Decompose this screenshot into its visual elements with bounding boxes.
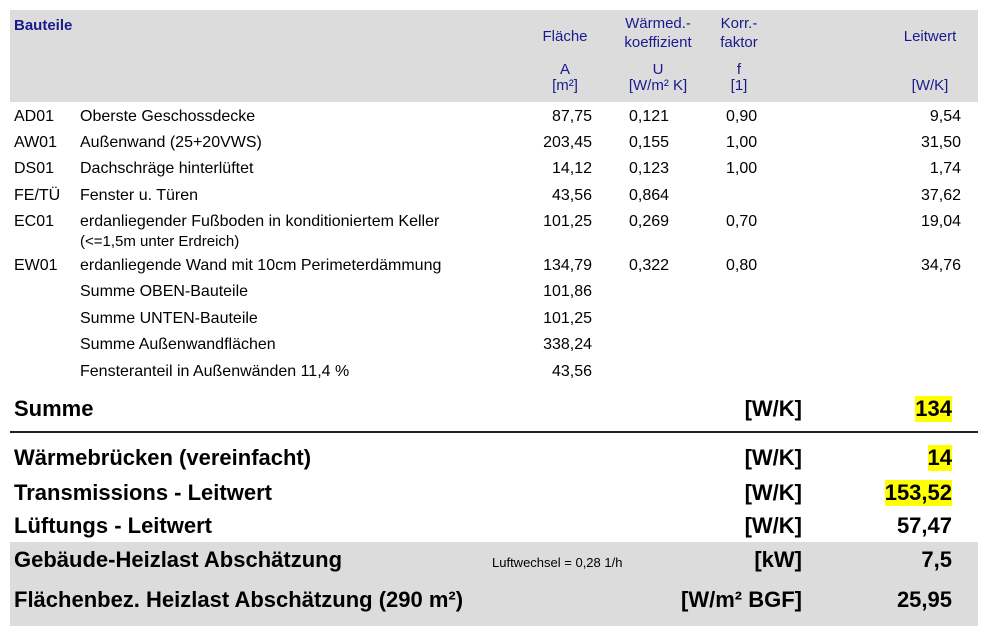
flaechenbez-label: Flächenbez. Heizlast Abschätzung (290 m²)	[14, 587, 464, 612]
sum-name: Summe OBEN-Bauteile	[80, 283, 249, 300]
row-area: 203,45	[543, 134, 592, 151]
waermebruecken-value: 14	[927, 445, 952, 470]
row-area: 43,56	[551, 187, 592, 204]
row-code: AD01	[14, 108, 55, 125]
row-f-factor: 0,90	[726, 108, 758, 125]
row-name: Dachschräge hinterlüftet	[80, 160, 254, 177]
flaechenbez-value: 25,95	[896, 587, 952, 612]
row-name: erdanliegender Fußboden in konditioniertem Keller	[80, 213, 440, 230]
transmission-value: 153,52	[884, 480, 952, 505]
sum-name: Fensteranteil in Außenwänden 11,4 %	[80, 363, 350, 380]
summe-label: Summe	[14, 396, 94, 421]
header-korr-line1: Korr.-	[720, 15, 758, 32]
row-code: EW01	[14, 257, 58, 274]
heizlast-label: Gebäude-Heizlast Abschätzung	[14, 547, 343, 572]
row-code: DS01	[14, 160, 55, 177]
header-waermed-unit: [W/m² K]	[628, 77, 688, 94]
header-korr-line2: faktor	[720, 34, 758, 51]
header-leitwert: Leitwert	[903, 28, 957, 45]
lueftung-label: Lüftungs - Leitwert	[14, 513, 212, 538]
sum-area: 101,86	[543, 283, 592, 300]
header-bauteile: Bauteile	[14, 17, 73, 34]
header-korr-unit: [1]	[730, 77, 748, 94]
transmission-label: Transmissions - Leitwert	[14, 480, 272, 505]
row-leitwert: 31,50	[920, 134, 961, 151]
row-u-value: 0,269	[629, 213, 670, 230]
luftwechsel-note: Luftwechsel = 0,28 1/h	[492, 555, 623, 570]
row-leitwert: 1,74	[929, 160, 961, 177]
row-leitwert: 34,76	[920, 257, 961, 274]
table-header	[10, 10, 978, 102]
sum-name: Summe UNTEN-Bauteile	[80, 310, 258, 327]
row-f-factor: 0,80	[726, 257, 758, 274]
row-name-continuation: (<=1,5m unter Erdreich)	[80, 233, 240, 250]
sum-area: 101,25	[543, 310, 592, 327]
divider	[10, 431, 978, 433]
row-leitwert: 9,54	[929, 108, 961, 125]
row-f-factor: 0,70	[726, 213, 758, 230]
header-flaeche-unit: [m²]	[552, 77, 578, 94]
row-area: 14,12	[551, 160, 592, 177]
row-u-value: 0,322	[629, 257, 670, 274]
row-area: 87,75	[551, 108, 592, 125]
sum-area: 43,56	[551, 363, 592, 380]
row-u-value: 0,123	[629, 160, 670, 177]
row-name: erdanliegende Wand mit 10cm Perimeterdämmung	[80, 257, 442, 274]
row-code: EC01	[14, 213, 55, 230]
row-area: 134,79	[543, 257, 592, 274]
row-name: Außenwand (25+20VWS)	[80, 134, 262, 151]
header-flaeche: Fläche	[542, 28, 588, 45]
row-code: FE/TÜ	[14, 187, 61, 204]
row-f-factor: 1,00	[726, 134, 758, 151]
row-u-value: 0,864	[629, 187, 670, 204]
header-flaeche-symbol: A	[559, 61, 570, 78]
header-waermed-line1: Wärmed.-	[625, 15, 691, 32]
row-f-factor: 1,00	[726, 160, 758, 177]
flaechenbez-unit: [W/m² BGF]	[681, 587, 802, 612]
heizlast-value: 7,5	[921, 547, 952, 572]
sum-name: Summe Außenwandflächen	[80, 336, 276, 353]
waermebruecken-label: Wärmebrücken (vereinfacht)	[14, 445, 312, 470]
row-leitwert: 37,62	[920, 187, 961, 204]
row-u-value: 0,155	[629, 134, 670, 151]
row-name: Fenster u. Türen	[80, 187, 198, 204]
row-u-value: 0,121	[629, 108, 670, 125]
sum-area: 338,24	[543, 336, 592, 353]
lueftung-value: 57,47	[896, 513, 952, 538]
summe-value: 134	[915, 396, 952, 421]
summe-unit: [W/K]	[744, 396, 802, 421]
row-area: 101,25	[543, 213, 592, 230]
header-korr-symbol: f	[736, 61, 742, 78]
header-leitwert-unit: [W/K]	[911, 77, 949, 94]
row-leitwert: 19,04	[920, 213, 961, 230]
header-waermed-symbol: U	[652, 61, 664, 78]
row-name: Oberste Geschossdecke	[80, 108, 256, 125]
header-waermed-line2: koeffizient	[624, 34, 692, 51]
row-code: AW01	[14, 134, 57, 151]
lueftung-unit: [W/K]	[744, 513, 802, 538]
transmission-unit: [W/K]	[744, 480, 802, 505]
waermebruecken-unit: [W/K]	[744, 445, 802, 470]
heizlast-unit: [kW]	[754, 547, 802, 572]
